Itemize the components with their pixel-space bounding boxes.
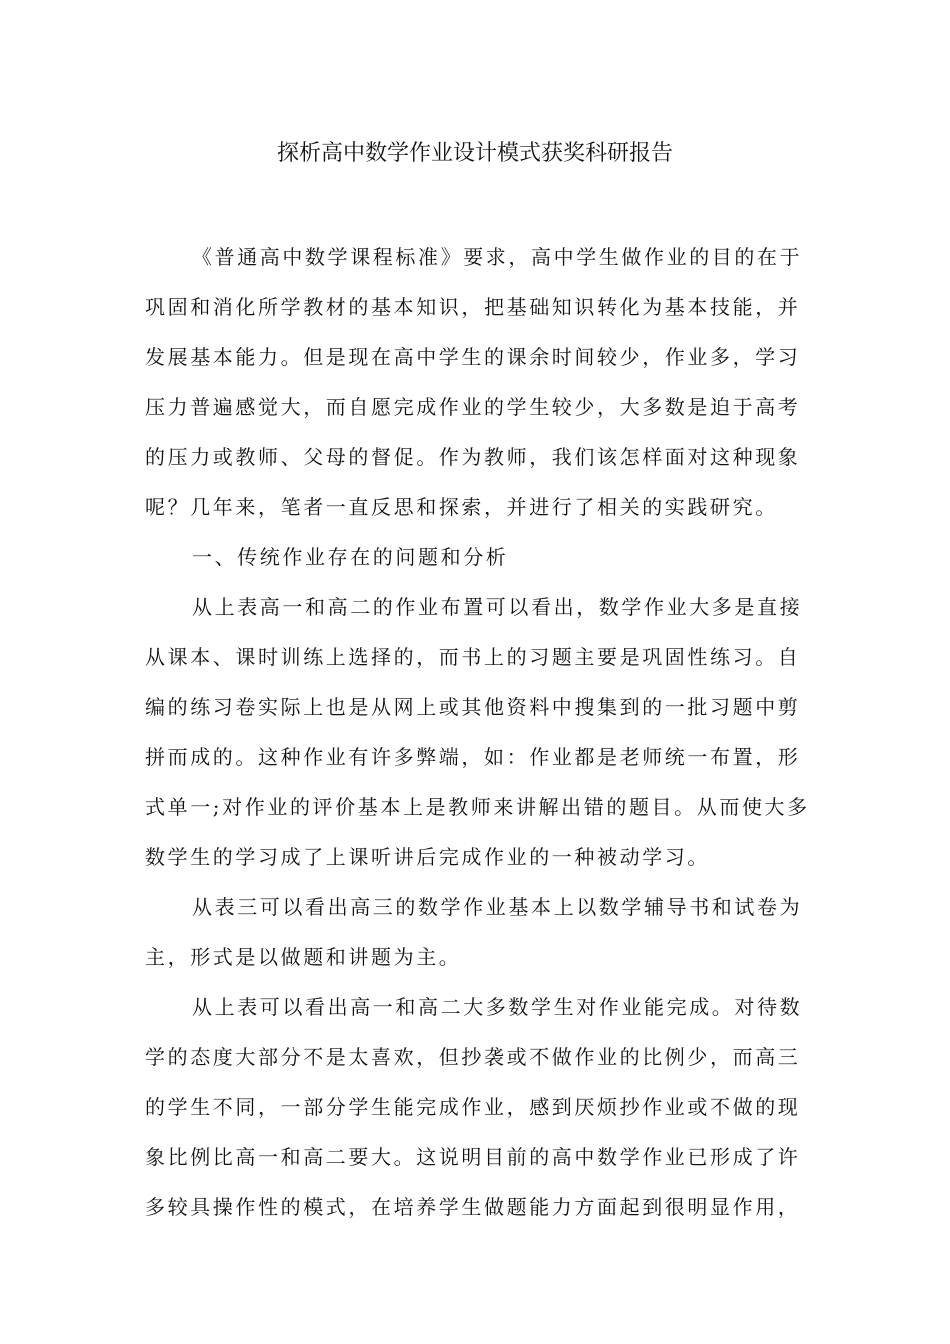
paragraph-table-three	[145, 882, 810, 982]
text-line: 数学生的学习成了上课听讲后完成作业的一种被动学习。	[145, 845, 710, 869]
text-line: 象比例比高一和高二要大。这说明目前的高中数学作业已形成了许	[145, 1145, 801, 1169]
paragraph-intro	[145, 232, 810, 532]
text-line: 压力普遍感觉大，而自愿完成作业的学生较少，大多数是迫于高考	[145, 395, 801, 419]
text-line: 学的态度大部分不是太喜欢，但抄袭或不做作业的比例少，而高三	[145, 1045, 801, 1069]
text-line: 发展基本能力。但是现在高中学生的课余时间较少，作业多，学习	[145, 345, 801, 369]
text-line: 从课本、课时训练上选择的，而书上的习题主要是巩固性练习。自	[145, 645, 801, 669]
paragraph-analysis	[145, 582, 810, 882]
text-line: 式单一;对作业的评价基本上是教师来讲解出错的题目。从而使大多	[145, 795, 810, 819]
text-line: 的压力或教师、父母的督促。作为教师，我们该怎样面对这种现象	[145, 445, 801, 469]
text-line: 从上表可以看出高一和高二大多数学生对作业能完成。对待数	[192, 995, 803, 1019]
paragraph-attitude	[145, 982, 810, 1232]
document-body	[145, 232, 810, 1232]
text-line: 从上表高一和高二的作业布置可以看出，数学作业大多是直接	[192, 595, 803, 619]
text-line: 拼而成的。这种作业有许多弊端，如：作业都是老师统一布置，形	[145, 745, 801, 769]
document-title: 探析高中数学作业设计模式获奖科研报告	[276, 141, 673, 166]
text-line: 主，形式是以做题和讲题为主。	[145, 945, 462, 969]
text-line: 编的练习卷实际上也是从网上或其他资料中搜集到的一批习题中剪	[145, 695, 801, 719]
text-line: 多较具操作性的模式，在培养学生做题能力方面起到很明显作用，	[145, 1195, 801, 1219]
text-line: 《普通高中数学课程标准》要求，高中学生做作业的目的在于	[192, 245, 803, 269]
section-heading	[145, 532, 810, 582]
text-line: 的学生不同，一部分学生能完成作业，感到厌烦抄作业或不做的现	[145, 1095, 801, 1119]
heading-line: 一、传统作业存在的问题和分析	[192, 545, 509, 569]
text-line: 呢？几年来，笔者一直反思和探索，并进行了相关的实践研究。	[145, 495, 778, 519]
text-line: 从表三可以看出高三的数学作业基本上以数学辅导书和试卷为	[192, 895, 803, 919]
text-line: 巩固和消化所学教材的基本知识，把基础知识转化为基本技能，并	[145, 295, 801, 319]
